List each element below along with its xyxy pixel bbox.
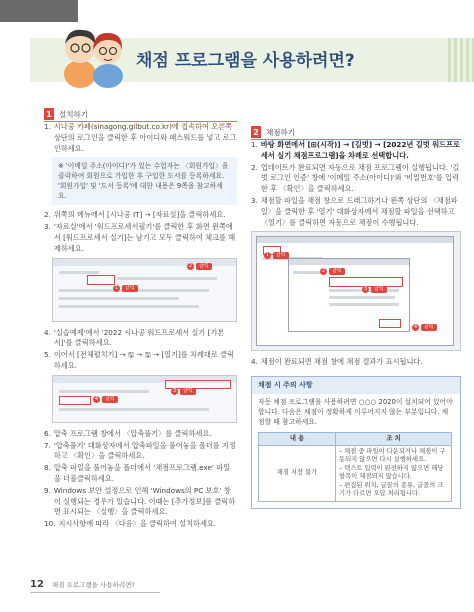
page-header	[0, 0, 474, 92]
step-1-1: 1. 시나공 카페(sinagong.gilbut.co.kr)에 접속하여 오른쪽 상단의 로그인을 클릭한 후 아이디와 패스워드를 넣고 로그인하세요.	[44, 122, 237, 153]
highlight-box	[379, 319, 401, 328]
highlight-box	[59, 396, 91, 405]
step-1-9: 9. Windows 보안 설정으로 인해 'Windows의 PC 보호' 창이 실행되는 경우가 있습니다. 이때는 [추가정보]를 클릭하면 표시되는 〈실행〉을 클릭하세요.	[44, 485, 236, 517]
caution-table	[258, 432, 452, 502]
section2-heading	[251, 126, 295, 138]
step-2-4: 4. 채점이 완료되면 채점 창에 채점 결과가 표시됩니다.	[251, 357, 423, 367]
step-1-6: 6. 압축 프로그램 창에서 〈압축풀기〉를 클릭하세요.	[44, 428, 212, 438]
caution-title: 채점 시 주의 사항	[252, 377, 460, 394]
step-1-8: 8. 압축 파일을 풀어놓을 폴더에서 '채점프로그램.exe' 파일을 더블클릭하세요.	[44, 463, 231, 483]
step-2-1: 1. 바탕 화면에서 [⊞(시작)] → [길벗] → [2022년 길벗 워드프로세서 실기 채점프로그램]을 차례로 선택합니다.	[251, 140, 460, 160]
page-number: 12	[30, 579, 44, 590]
section1-heading	[44, 108, 88, 120]
caution-box	[251, 376, 461, 509]
section1-content	[44, 122, 237, 531]
step-1-7: 7. '압축풀기' 대화상자에서 압축파일을 풀어놓을 폴더를 지정하고 〈확인〉을 클릭하세요.	[44, 440, 236, 461]
caution-body: 자동 채점 프로그램을 사용하려면 ○○○ 2020이 설치되어 있어야 합니다. 다음은 채점이 정확하게 이루어지지 않는 부분입니다. 채점할 때 참고하세요.	[258, 397, 453, 426]
table-row	[259, 445, 452, 501]
screenshot-download	[52, 375, 237, 423]
callout-click-2: 2 클릭	[187, 263, 212, 270]
page-footer	[30, 579, 135, 590]
row-label: 채점 저장 불가	[259, 445, 336, 501]
table-header-action: 조 치	[336, 432, 452, 445]
step-1-10: 10. 지시사항에 따라 〈다음〉을 클릭하여 설치하세요.	[44, 519, 217, 529]
title-stripes	[448, 38, 474, 82]
callout-click-8: 4 클릭	[412, 324, 437, 331]
table-header-content: 내 용	[259, 432, 336, 445]
section2-content	[251, 140, 461, 509]
step-2-3: 3. 채점할 파일을 채점 창으로 드래그하거나 왼쪽 상단의 〈채점파일〉을 클릭한 후 '열기' 대화상자에서 채점할 파일을 선택하고 〈열기〉를 클릭하면 자동으로 채점이 수행됩니다.	[251, 195, 458, 227]
section1-title: 설치하기	[59, 109, 88, 119]
open-dialog	[288, 258, 410, 332]
page-title: 채점 프로그램을 사용하려면?	[136, 51, 355, 71]
screenshot-grader	[251, 231, 461, 351]
callout-click-3: 3 클릭	[171, 388, 196, 395]
step-1-3: 3. '자료실'에서 '워드프로세서필기'를 클릭한 후 화면 왼쪽에서 [워드프로세서 실기]는 남기고 모두 클릭하여 체크를 해제하세요.	[44, 222, 236, 253]
callout-click-1: 1 클릭	[113, 285, 138, 292]
section1-number: 1	[44, 108, 54, 120]
footer-rule	[30, 592, 160, 593]
section2-title: 채점하기	[266, 127, 295, 137]
row-actions: – 채점 중 파일이 다운되거나 채점이 구동되지 않으면 다시 실행하세요. – 텍스트 입력이 완전하지 않으면 해당 항목이 채점되지 않습니다. – 편집된 위치, 글꼴의 종류, 글꼴의 크기가 다르면 오답 처리됩니다.	[336, 445, 452, 501]
step-1-4: 4. '실습예제'에서 '2022 시나공 워드프로세서 실기 [기본서]'를 클릭하세요.	[44, 327, 225, 348]
step-1-2: 2. 위쪽의 메뉴에서 [시나공 IT] → [자료실]을 클릭하세요.	[44, 210, 226, 220]
member-note: ※ '이메일 주소(아이디)'가 있는 수험자는 〈회원가입〉을 클릭하여 회원으로 가입한 후 구입한 도서를 등록하세요. '회원가입' 및 '도서 등록'에 대한 내용은 9쪽을 참고하세요.	[52, 157, 237, 205]
step-1-5: 5. 이어서 [전체펼치기] → 🖫 → 🖫 → [열기]를 차례대로 클릭하세요.	[44, 350, 234, 370]
callout-click-6: 2 클릭	[320, 268, 345, 275]
footer-title: 채점 프로그램을 사용하려면?	[51, 581, 135, 589]
callout-click-4: 4 클릭	[93, 396, 118, 403]
section2-number: 2	[251, 126, 261, 138]
screenshot-archive	[52, 258, 237, 322]
mascot-illustration	[58, 14, 130, 88]
callout-click-7: 3 클릭	[362, 286, 387, 293]
step-2-2: 2. 업데이트가 완료되면 자동으로 채점 프로그램이 실행됩니다. '길벗 로그인 인증' 창에 '이메일 주소(아이디)'와 '비밀번호'를 입력한 후 〈확인〉을 클릭하세요.	[251, 162, 460, 194]
callout-click-5: 1 클릭	[264, 252, 289, 259]
highlight-box	[87, 275, 115, 285]
